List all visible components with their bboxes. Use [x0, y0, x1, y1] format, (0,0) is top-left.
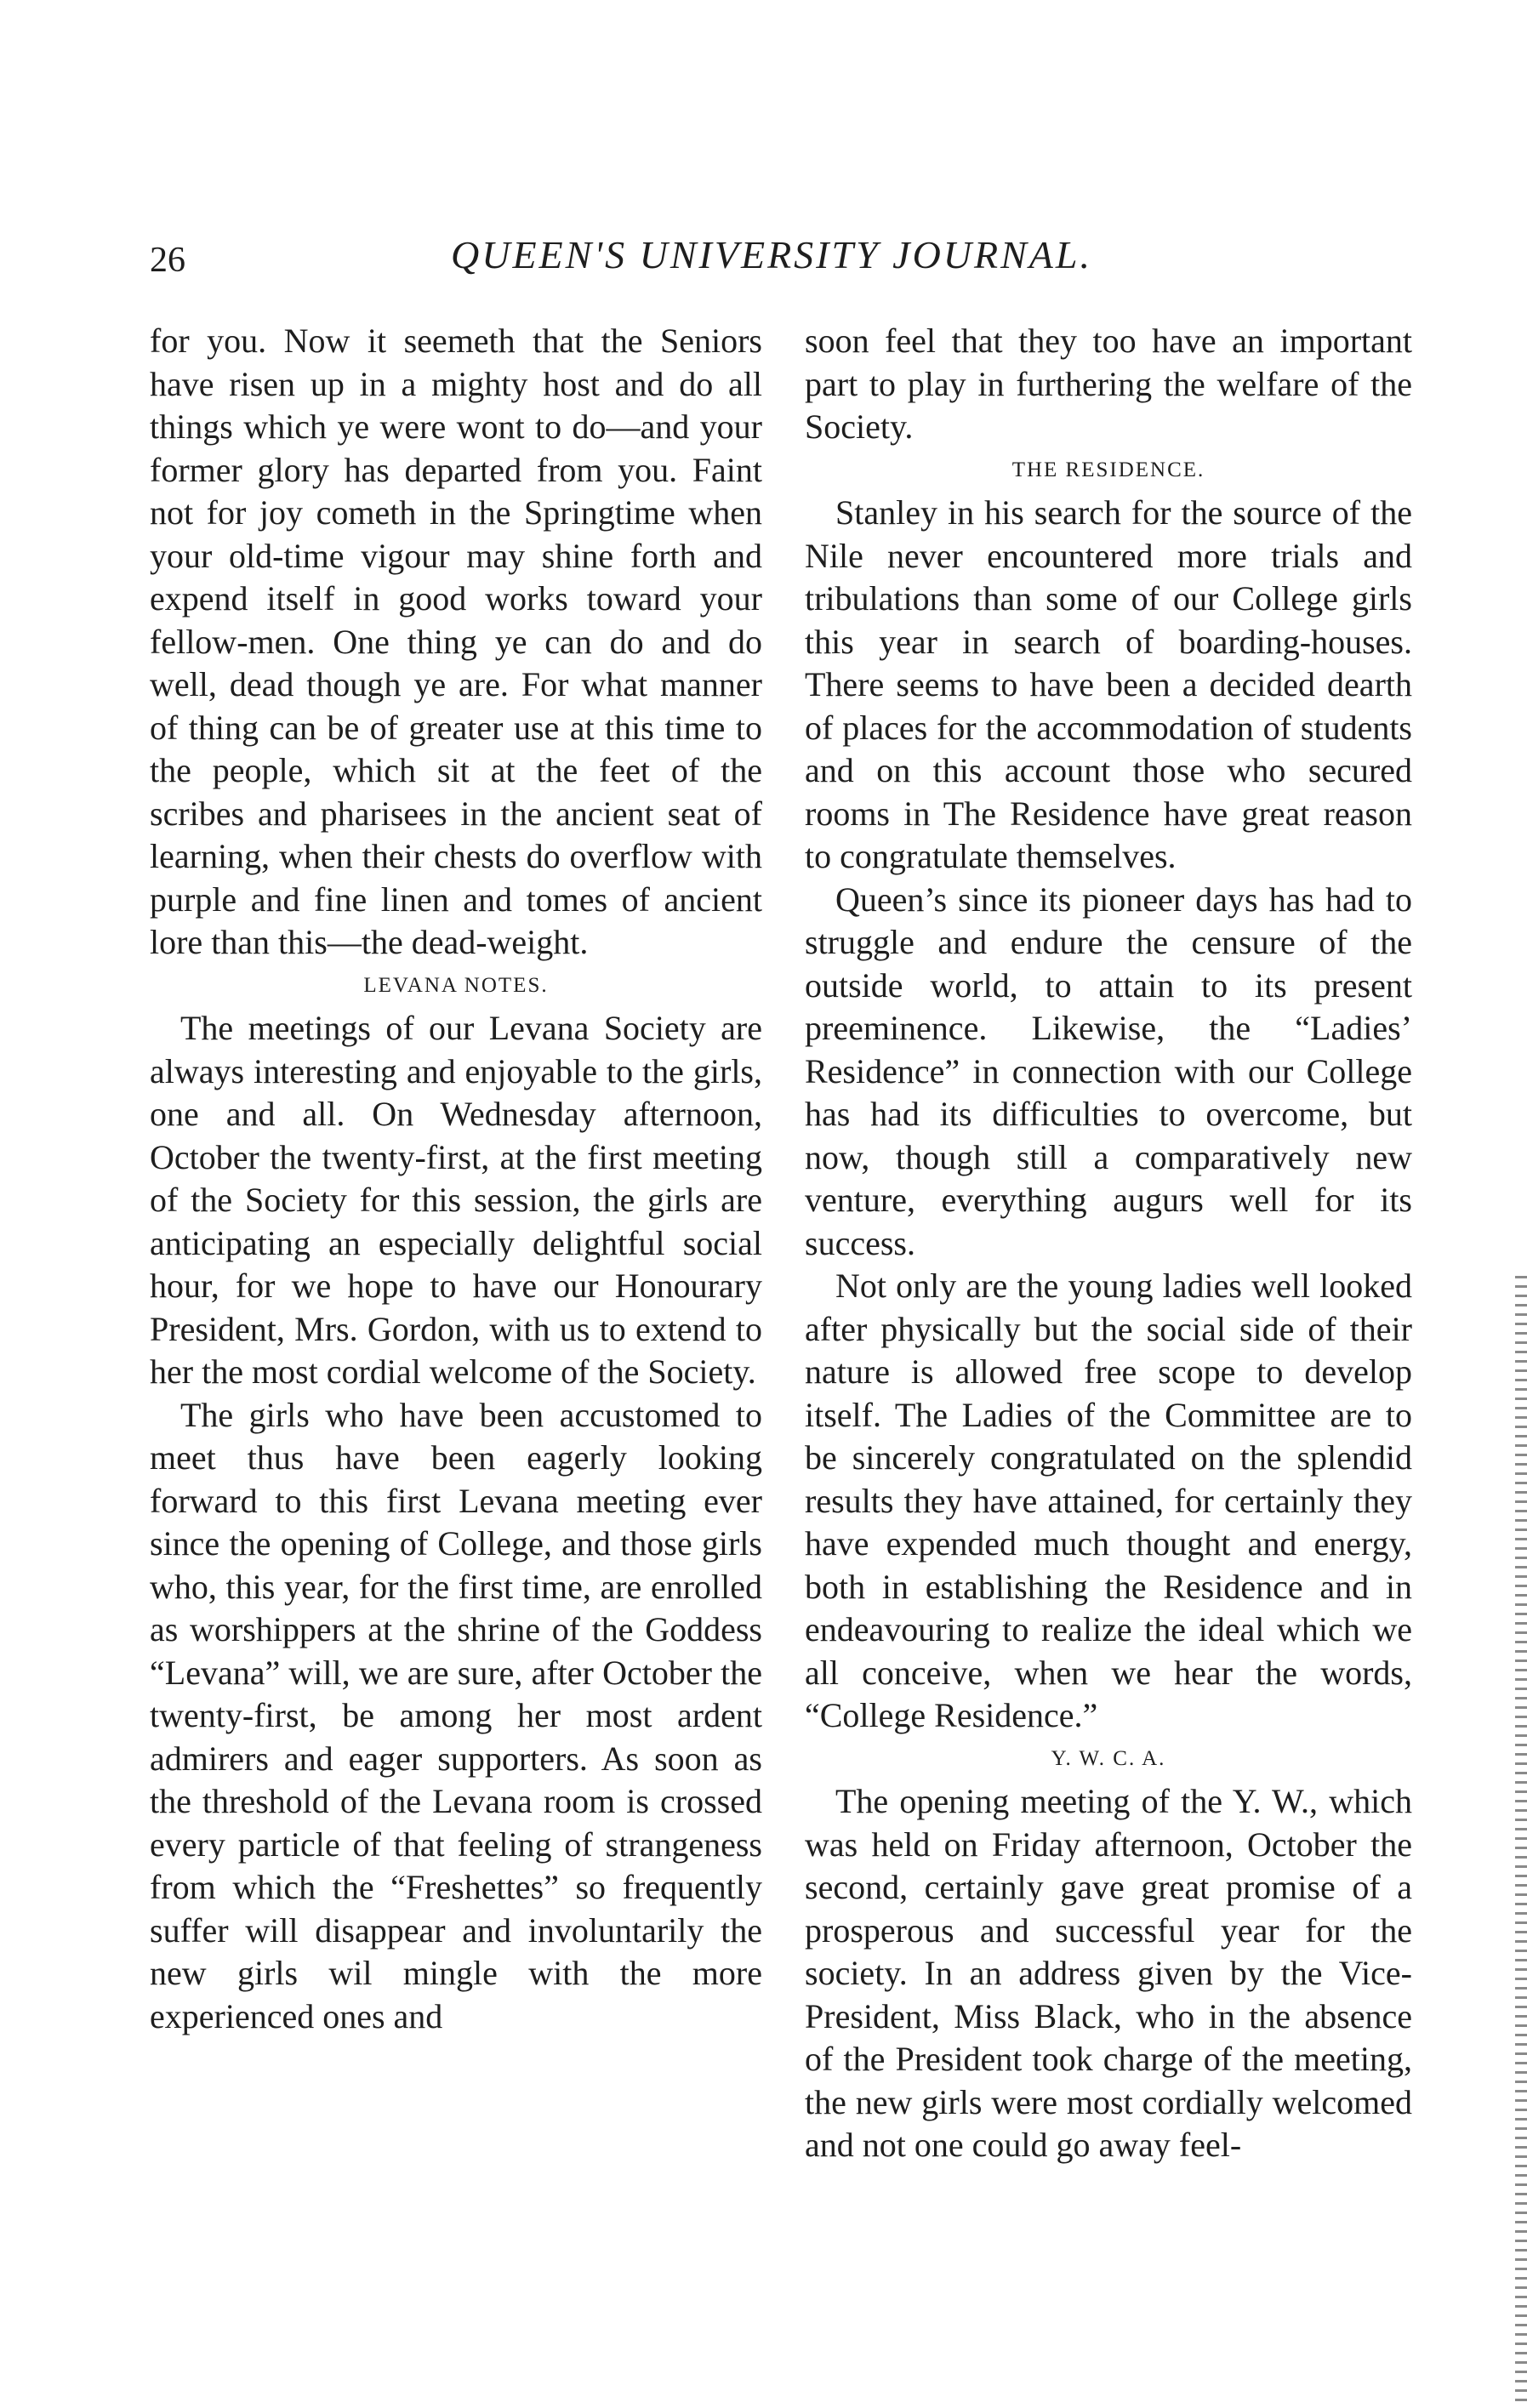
right-column [805, 320, 1412, 2167]
continued-paragraph: for you. Now it seemeth that the Seniors have risen up in a mighty host and do all things which ye were wont to do—and your former glory has departed from you. Faint not for joy cometh in the Springtime when your old-time vigour may shine forth and expend itself in good works toward your fellow-men. One thing ye can do and do well, dead though ye are. For what manner of thing can be of greater use at this time to the people, which sit at the feet of the scribes and pharisees in the ancient seat of learning, when their chests do overflow with purple and fine linen and tomes of ancient lore than this—the dead-weight. [150, 322, 762, 961]
levana-paragraph-2: The girls who have been accustomed to meet thus have been eagerly looking forward to this first Levana meeting ever since the opening of College, and those girls who, this year, for the first time, are enrolled as worshippers at the shrine of the Goddess “Levana” will, we are sure, after October the twenty-first, be among her most ardent admirers and eager supporters. As soon as the threshold of the Levana room is crossed every particle of that feeling of strangeness from which the “Freshettes” so frequently suffer will disappear and involuntarily the new girls wil mingle with the more experienced ones and [150, 1395, 762, 2035]
levana-paragraph-1: The meetings of our Levana Society are always interesting and enjoyable to the girls, one and all. On Wednesday afternoon, October the twenty-first, at the first meeting of the Society for this session, the girls are anticipating an especially delightful social hour, for we hope to have our Honourary President, Mrs. Gordon, with us to extend to her the most cordial welcome of the Society. [150, 1009, 762, 1391]
journal-title: QUEEN'S UNIVERSITY JOURNAL. [451, 233, 1092, 276]
scan-edge-noise [1515, 1276, 1527, 2408]
residence-paragraph-2: Queen’s since its pioneer days has had to struggle and endure the censure of the outside world, to attain to its present preeminence. Likewise, the “Ladies’ Residence” in connection with our College has had its difficulties to overcome, but now, though still a comparatively new venture, everything augurs well for its success. [805, 880, 1412, 1262]
ywca-heading: Y. W. C. A. [1051, 1746, 1166, 1770]
page-number: 26 [150, 241, 185, 280]
residence-heading: THE RESIDENCE. [1011, 458, 1205, 481]
residence-paragraph-3: Not only are the young ladies well looked after physically but the social side of their nature is allowed free scope to develop itself. The Ladies of the Committee are to be sincerely congratulated on the splendid results they have attained, for certainly they have expended much thought and energy, both in establishing the Residence and in endeavouring to realize the ideal which we all conceive, when we hear the words, “College Residence.” [805, 1267, 1412, 1734]
continued-paragraph-right: soon feel that they too have an important part to play in furthering the welfare of the Society. [805, 322, 1412, 446]
ywca-paragraph: The opening meeting of the Y. W., which was held on Friday afternoon, October the second, certainly gave great promise of a prosperous and successful year for the society. In an address given by the Vice-President, Miss Black, who in the absence of the President took charge of the meeting, the new girls were most cordially welcomed and not one could go away feel- [805, 1782, 1412, 2164]
levana-notes-heading: LEVANA NOTES. [363, 973, 549, 997]
residence-paragraph-1: Stanley in his search for the source of the Nile never encountered more trials and tribulations than some of our College girls this year in search of boarding-houses. There seems to have been a decided dearth of places for the accommodation of students and on this account those who secured rooms in The Residence have great reason to congratulate themselves. [805, 493, 1412, 875]
left-column [150, 320, 762, 2038]
